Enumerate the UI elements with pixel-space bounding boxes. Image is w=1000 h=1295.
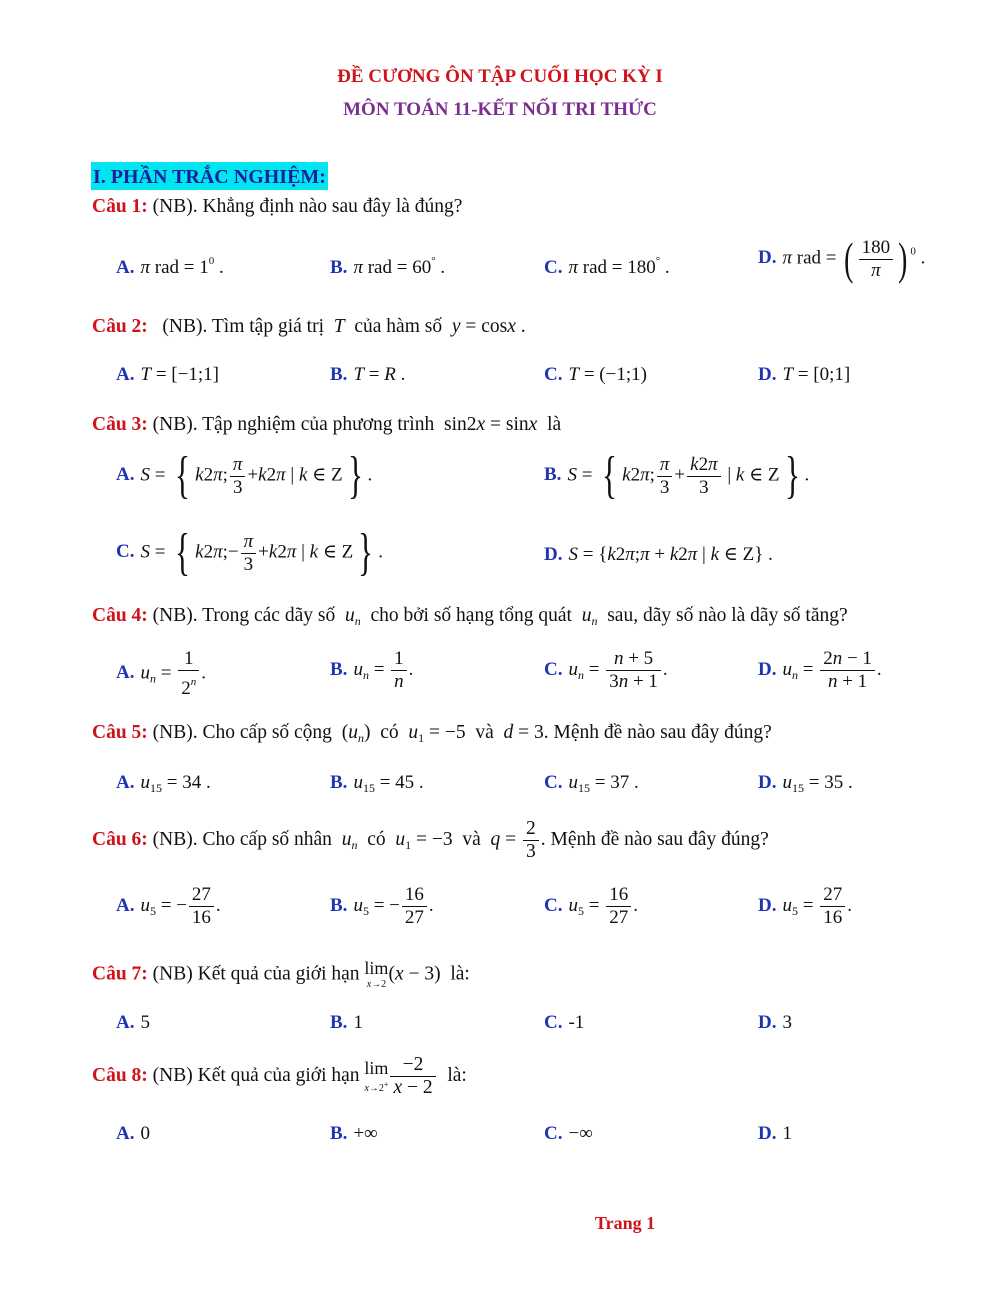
option-6c: C. $u_5$ = $\frac{16}{27}$ . — [544, 884, 638, 928]
question-5: Câu 5: (NB). Cho cấp số cộng $(u_n)$ có $u_1 = -5$ và d = 3. Mệnh đề nào sau đây đúng? — [92, 722, 772, 745]
option-1c: C. π rad = 180° . — [544, 255, 670, 278]
option-1b: B. π rad = 60° . — [330, 255, 446, 278]
option-7c: C. -1 — [544, 1012, 585, 1033]
option-4b: B. $u_n$ = $\frac{1}{n}$ . — [330, 648, 414, 692]
option-5a: A. $u_{15} = 34$ . — [116, 772, 211, 795]
option-4c: C. $u_n$ = $\frac{n + 5}{3n + 1}$ . — [544, 648, 668, 692]
question-1 — [92, 196, 462, 218]
question-7: Câu 7: (NB) Kết quả của giới hạn lim x→2 (x − 3) là: — [92, 958, 470, 990]
option-3d: D. S = {k2π;π + k2π | k ∈ Z} . — [544, 544, 773, 565]
document-title: ĐỀ CƯƠNG ÔN TẬP CUỐI HỌC KỲ I — [337, 66, 663, 87]
option-8d: D. 1 — [758, 1123, 792, 1144]
option-6d: D. $u_5$ = $\frac{27}{16}$ . — [758, 884, 852, 928]
option-8b: B. +∞ — [330, 1123, 378, 1144]
option-5d: D. $u_{15} = 35$ . — [758, 772, 853, 795]
option-3b: B. S = { k2π; $\frac{\pi}{3}$ + $\frac{k2\pi}{3}$ | k ∈ Z} . — [544, 447, 810, 504]
option-4a: A. $u_n$ = $\frac{1}{2^n}$ . — [116, 648, 206, 699]
section-heading: I. PHẦN TRẮC NGHIỆM: — [91, 162, 328, 190]
option-3c: C. S = { k2π;− $\frac{\pi}{3}$ +k2π | k ∈ Z} . — [116, 524, 383, 581]
option-2c: C. T = (−1;1) — [544, 364, 647, 385]
option-6a: A. $u_5$ = − $\frac{27}{16}$ . — [116, 884, 221, 928]
question-3: Câu 3: (NB). Tập nghiệm của phương trình sin2x = sinx là — [92, 414, 562, 435]
option-8c: C. −∞ — [544, 1123, 593, 1144]
question-label: Câu 1: — [92, 196, 148, 217]
page-number: Trang 1 — [594, 1213, 656, 1233]
question-4: Câu 4: (NB). Trong các dãy số $u_n$ cho bởi số hạng tổng quát $u_n$ sau, dãy số nào là dãy số tăng? — [92, 605, 848, 628]
option-7b: B. 1 — [330, 1012, 363, 1033]
question-6: Câu 6: (NB). Cho cấp số nhân $u_n$ có $u_1 = -3$ và q = $\frac{2}{3}$ . Mệnh đề nào sau đây đúng? — [92, 818, 769, 862]
option-2a: A. T = [−1;1] — [116, 364, 219, 385]
option-5c: C. $u_{15} = 37$ . — [544, 772, 639, 795]
option-2d: D. T = [0;1] — [758, 364, 851, 385]
option-5b: B. $u_{15} = 45$ . — [330, 772, 424, 795]
question-text: (NB). Khẳng định nào sau đây là đúng? — [152, 196, 463, 217]
option-7a: A. 5 — [116, 1012, 150, 1033]
option-4d: D. $u_n$ = $\frac{2n - 1}{n + 1}$ . — [758, 648, 882, 692]
option-2b: B. T = R . — [330, 364, 406, 385]
option-1d: D. π rad = ( $\frac{180}{\pi}$ ) $^0$ . — [758, 233, 926, 284]
question-8: Câu 8: (NB) Kết quả của giới hạn lim x→2+ $\frac{-2}{x - 2}$ là: — [92, 1054, 467, 1098]
option-8a: A. 0 — [116, 1123, 150, 1144]
document-subtitle: MÔN TOÁN 11-KẾT NỐI TRI THỨC — [343, 99, 657, 120]
option-7d: D. 3 — [758, 1012, 792, 1033]
option-6b: B. $u_5$ = − $\frac{16}{27}$ . — [330, 884, 434, 928]
question-2: Câu 2: (NB). Tìm tập giá trị T của hàm số y = cosx . — [92, 316, 526, 337]
option-1a: A. π rad = $1^0$ . — [116, 255, 224, 278]
option-3a: A. S = { k2π; $\frac{\pi}{3}$ +k2π | k ∈ Z} . — [116, 447, 373, 504]
